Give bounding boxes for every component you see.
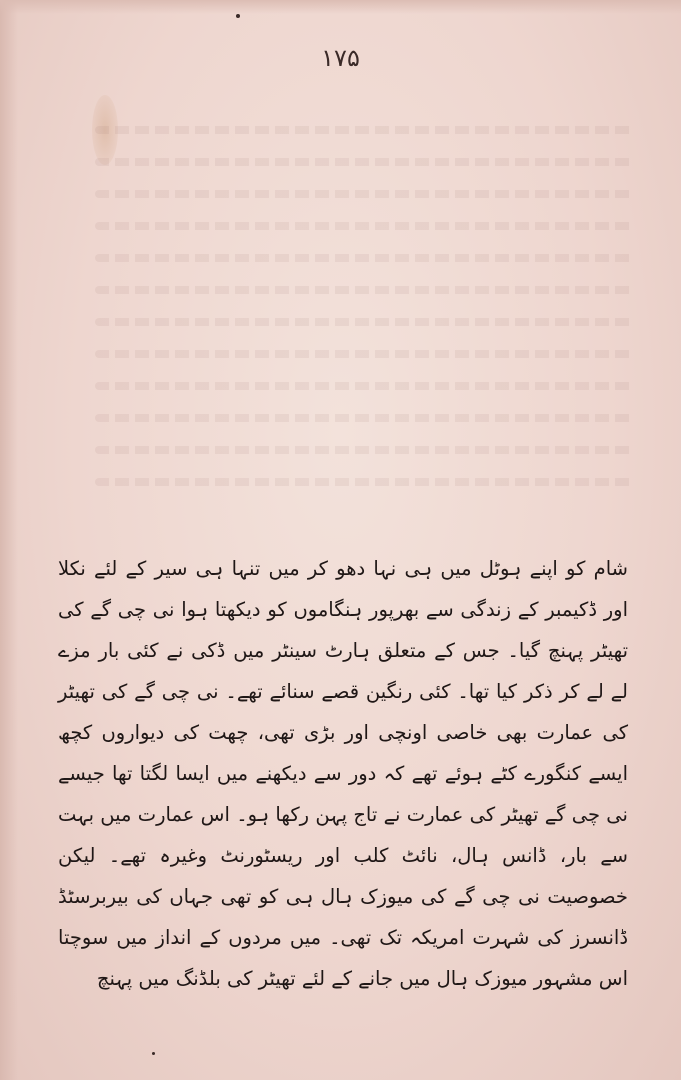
show-through-line <box>95 254 635 262</box>
page-edge-shadow <box>0 0 18 1080</box>
show-through-line <box>95 414 635 422</box>
show-through-line <box>95 222 635 230</box>
body-paragraph: شام کو اپنے ہوٹل میں ہی نہا دھو کر میں تنہا ہی سیر کے لئے نکلا اور ڈکیمبر کے زندگی سے بھرپور ہنگاموں کو دیکھتا ہوا نی چی گے کی تھیٹر پہنچ گیا۔ جس کے متعلق ہارٹ سینٹر میں ڈکی نے کئی بار مزے لے لے کر ذکر کیا تھا۔ کئی رنگین قصے سنائے تھے۔ نی چی گے کی تھیٹر کی عمارت بھی خاصی اونچی اور بڑی تھی، چھت کی دیواروں کچھ ایسے کنگورے کٹے ہوئے تھے کہ دور سے دیکھنے میں ایسا لگتا تھا جیسے نی چی گے تھیٹر کی عمارت نے تاج پہن رکھا ہو۔ اس عمارت میں بہت سے بار، ڈانس ہال، نائٹ کلب اور ریسٹورنٹ وغیرہ تھے۔ لیکن خصوصیت نی چی گے کی میوزک ہال ہی کو تھی جہاں کی بیربرسٹڈ ڈانسرز کی شہرت امریکہ تک تھی۔ میں مردوں کے انداز میں سوچتا اس مشہور میوزک ہال میں جانے کے لئے تھیٹر کی بلڈنگ میں پہنچ <box>58 557 628 990</box>
show-through-line <box>95 158 635 166</box>
show-through-line <box>95 446 635 454</box>
show-through-line <box>95 382 635 390</box>
ink-speck <box>236 14 240 18</box>
show-through-line <box>95 126 635 134</box>
page-top-shadow <box>0 0 681 14</box>
show-through-line <box>95 350 635 358</box>
show-through-line <box>95 318 635 326</box>
ink-speck <box>152 1052 155 1055</box>
show-through-line <box>95 190 635 198</box>
show-through-line <box>95 286 635 294</box>
show-through-line <box>95 478 635 486</box>
page-number: ۱۷۵ <box>321 44 360 72</box>
